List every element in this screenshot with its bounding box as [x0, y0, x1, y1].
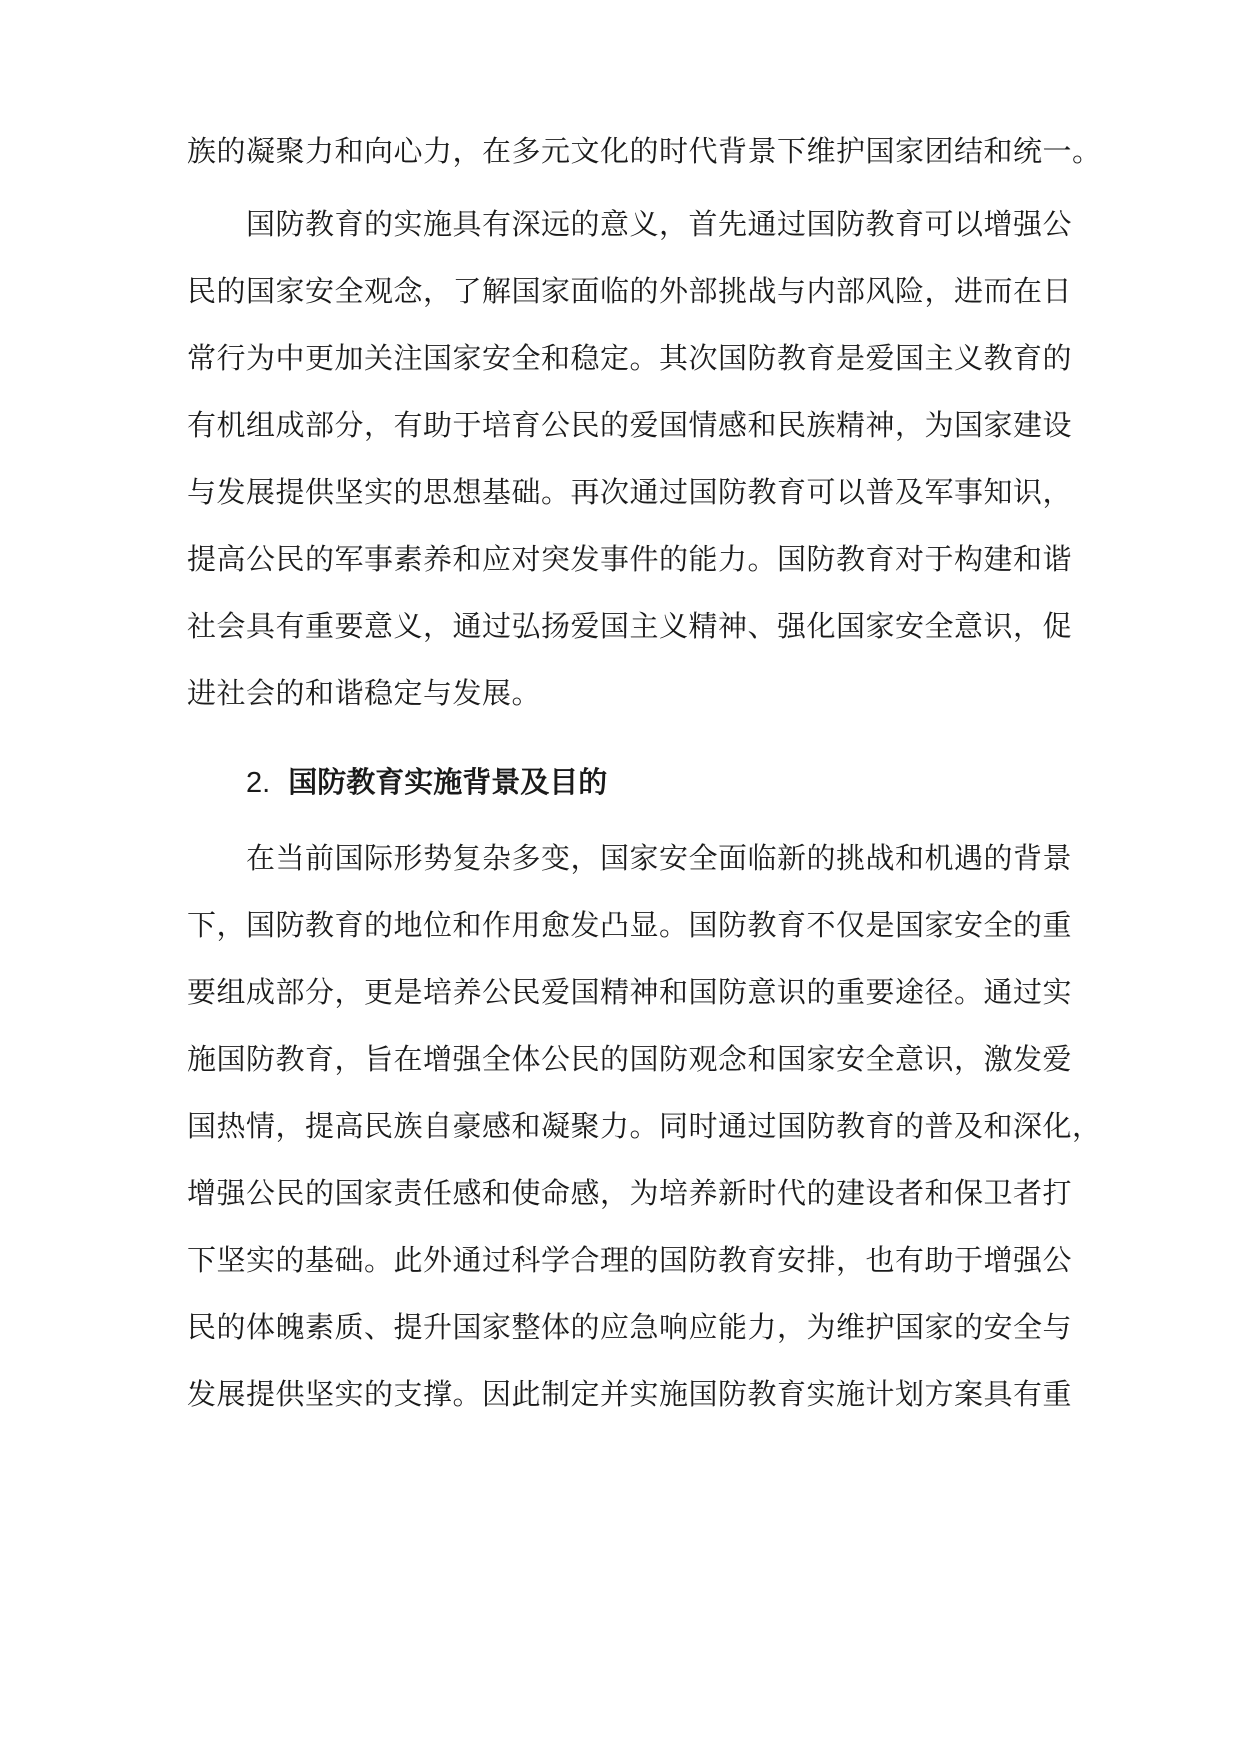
paragraph-line: 民的体魄素质、提升国家整体的应急响应能力，为维护国家的安全与: [187, 1310, 1073, 1344]
paragraph-line: 下，国防教育的地位和作用愈发凸显。国防教育不仅是国家安全的重: [187, 908, 1073, 942]
section-heading: [246, 762, 607, 802]
paragraph-line: 国热情，提高民族自豪感和凝聚力。同时通过国防教育的普及和深化，: [187, 1109, 1102, 1143]
paragraph-line: 与发展提供坚实的思想基础。再次通过国防教育可以普及军事知识，: [187, 475, 1073, 509]
paragraph-line: 社会具有重要意义，通过弘扬爱国主义精神、强化国家安全意识，促: [187, 609, 1073, 643]
paragraph-line: 有机组成部分，有助于培育公民的爱国情感和民族精神，为国家建设: [187, 408, 1073, 442]
paragraph-line: 增强公民的国家责任感和使命感，为培养新时代的建设者和保卫者打: [187, 1176, 1073, 1210]
paragraph-line: 提高公民的军事素养和应对突发事件的能力。国防教育对于构建和谐: [187, 542, 1073, 576]
paragraph-line: 下坚实的基础。此外通过科学合理的国防教育安排，也有助于增强公: [187, 1243, 1073, 1277]
paragraph-line: 发展提供坚实的支撑。因此制定并实施国防教育实施计划方案具有重: [187, 1377, 1073, 1411]
section-number: 2.: [246, 767, 271, 799]
section-title: 国防教育实施背景及目的: [288, 765, 608, 799]
paragraph-line: 施国防教育，旨在增强全体公民的国防观念和国家安全意识，激发爱: [187, 1042, 1073, 1076]
paragraph-line: 族的凝聚力和向心力，在多元文化的时代背景下维护国家团结和统一。: [187, 134, 1102, 168]
paragraph-line: 在当前国际形势复杂多变，国家安全面临新的挑战和机遇的背景: [246, 841, 1073, 875]
paragraph-line: 进社会的和谐稳定与发展。: [187, 676, 542, 710]
paragraph-line: 要组成部分，更是培养公民爱国精神和国防意识的重要途径。通过实: [187, 975, 1073, 1009]
paragraph-line: 国防教育的实施具有深远的意义，首先通过国防教育可以增强公: [246, 207, 1073, 241]
paragraph-line: 民的国家安全观念，了解国家面临的外部挑战与内部风险，进而在日: [187, 274, 1073, 308]
paragraph-line: 常行为中更加关注国家安全和稳定。其次国防教育是爱国主义教育的: [187, 341, 1073, 375]
